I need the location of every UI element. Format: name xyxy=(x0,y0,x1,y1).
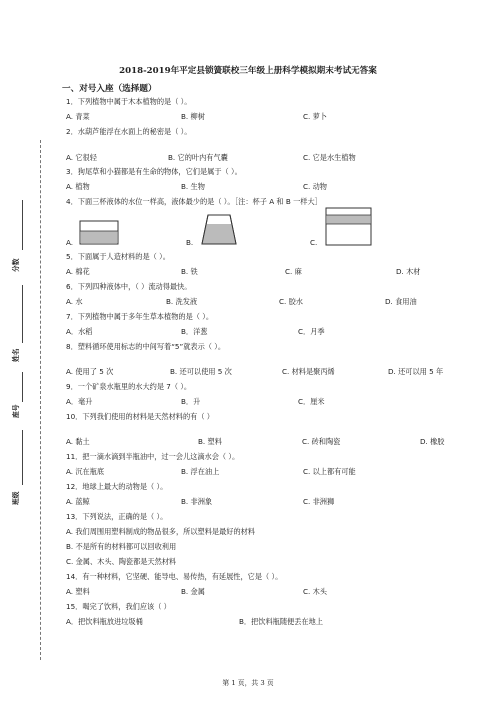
q14-option-b[interactable]: B. 金属 xyxy=(181,587,205,596)
question-13: 13．下列说法，正确的是（ ）。 xyxy=(66,512,168,521)
q12-option-b[interactable]: B. 非洲象 xyxy=(181,497,213,506)
q3-option-a[interactable]: A. 植物 xyxy=(66,182,90,191)
q10-option-c[interactable]: C. 砖和陶瓷 xyxy=(302,437,341,446)
q3-option-b[interactable]: B. 生物 xyxy=(181,182,205,191)
question-4: 4．下面三杯液体的水位一样高，液体最少的是（ ）。［注：杯子 A 和 B 一样大］ xyxy=(66,197,322,206)
q6-option-d[interactable]: D. 食用油 xyxy=(385,297,417,306)
question-14: 14．有一种材料，它坚硬、能导电、易传热，有延展性，它是（ ）。 xyxy=(66,572,283,581)
q6-option-b[interactable]: B. 洗发液 xyxy=(166,297,198,306)
q4-option-a[interactable]: A. xyxy=(66,238,74,247)
q5-option-a[interactable]: A. 棉花 xyxy=(66,267,90,276)
q13-option-c[interactable]: C. 金属、木头、陶瓷都是天然材料 xyxy=(66,557,177,566)
q2-option-c[interactable]: C. 它是水生植物 xyxy=(303,153,356,162)
question-9: 9．一个矿泉水瓶里的水大约是 7（ ）。 xyxy=(66,382,192,391)
q5-option-c[interactable]: C. 麻 xyxy=(285,267,302,276)
question-12: 12．地球上最大的动物是（ ）。 xyxy=(66,482,168,491)
q9-option-b[interactable]: B．升 xyxy=(181,397,201,406)
q2-option-a[interactable]: A. 它很轻 xyxy=(66,153,97,162)
label-seat: 座号 xyxy=(12,404,20,418)
beaker-c-image xyxy=(324,205,374,247)
q15-option-a[interactable]: A．把饮料瓶放进垃圾桶 xyxy=(66,617,143,626)
score-blank[interactable] xyxy=(22,200,23,250)
label-name: 姓名 xyxy=(12,348,20,362)
q4-option-c[interactable]: C. xyxy=(310,238,318,247)
question-3: 3．狗尾草和小猫都是有生命的物体，它们是属于（ ）。 xyxy=(66,167,242,176)
q11-option-a[interactable]: A. 沉在瓶底 xyxy=(66,467,105,476)
label-class: 班级 xyxy=(12,491,20,505)
q8-option-d[interactable]: D. 还可以用 5 年 xyxy=(388,367,444,376)
q8-option-b[interactable]: B. 还可以使用 5 次 xyxy=(170,367,232,376)
name-blank[interactable] xyxy=(22,285,23,343)
q13-option-a[interactable]: A. 我们周围用塑料制成的物品很多，所以塑料是最好的材料 xyxy=(66,527,256,536)
q3-option-c[interactable]: C. 动物 xyxy=(303,182,327,191)
q11-option-c[interactable]: C. 以上都有可能 xyxy=(303,467,356,476)
q13-option-b[interactable]: B. 不是所有的材料都可以回收利用 xyxy=(66,542,177,551)
q8-option-a[interactable]: A. 使用了 5 次 xyxy=(66,367,114,376)
q15-option-b[interactable]: B．把饮料瓶随便丢在地上 xyxy=(239,617,323,626)
question-7: 7．下列植物中属于多年生草本植物的是（ ）。 xyxy=(66,312,214,321)
beaker-a-image xyxy=(78,218,120,246)
q6-option-c[interactable]: C. 胶水 xyxy=(279,297,303,306)
q9-option-a[interactable]: A．毫升 xyxy=(66,397,93,406)
question-10: 10．下列我们使用的材料是天然材料的有（ ） xyxy=(66,412,214,421)
q8-option-c[interactable]: C. 材料是聚丙烯 xyxy=(282,367,335,376)
question-6: 6．下列四种液体中，（ ）流动得最快。 xyxy=(66,282,192,291)
section-heading: 一、对号入座（选择题） xyxy=(62,84,157,94)
q7-option-c[interactable]: C．月季 xyxy=(298,327,325,336)
q10-option-b[interactable]: B. 塑料 xyxy=(198,437,222,446)
q7-option-b[interactable]: B．洋葱 xyxy=(181,327,208,336)
q5-option-b[interactable]: B. 铁 xyxy=(181,267,198,276)
q2-option-b[interactable]: B. 它的叶内有气囊 xyxy=(168,153,228,162)
q1-option-a[interactable]: A. 青菜 xyxy=(66,112,90,121)
question-1: 1．下列植物中属于木本植物的是（ ）。 xyxy=(66,97,192,106)
question-2: 2．水葫芦能浮在水面上的秘密是（ ）。 xyxy=(66,127,192,136)
q14-option-a[interactable]: A. 塑料 xyxy=(66,587,90,596)
question-11: 11．把一滴水滴到半瓶油中，过一会儿这滴水会（ ）。 xyxy=(66,452,240,461)
question-8: 8．塑料循环使用标志的中间写着“5”就表示（ ）。 xyxy=(66,342,226,351)
q12-option-c[interactable]: C. 非洲狮 xyxy=(303,497,335,506)
q10-option-a[interactable]: A. 黏土 xyxy=(66,437,90,446)
q11-option-b[interactable]: B. 浮在油上 xyxy=(181,467,220,476)
q4-option-b[interactable]: B. xyxy=(186,238,194,247)
q7-option-a[interactable]: A．水稻 xyxy=(66,327,93,336)
seat-blank[interactable] xyxy=(22,372,23,402)
label-score: 分数 xyxy=(12,258,20,272)
q1-option-c[interactable]: C. 萝卜 xyxy=(303,112,327,121)
question-15: 15．喝完了饮料，我们应该（ ） xyxy=(66,602,171,611)
q5-option-d[interactable]: D. 木材 xyxy=(396,267,421,276)
binding-line xyxy=(40,140,41,660)
q1-option-b[interactable]: B. 柳树 xyxy=(181,112,205,121)
q9-option-c[interactable]: C．厘米 xyxy=(298,397,325,406)
q6-option-a[interactable]: A. 水 xyxy=(66,297,83,306)
question-5: 5．下面属于人造材料的是（ ）。 xyxy=(66,252,170,261)
q10-option-d[interactable]: D. 橡胶 xyxy=(420,437,445,446)
beaker-b-image xyxy=(200,212,238,246)
class-blank[interactable] xyxy=(22,430,23,485)
page-number: 第 1 页，共 3 页 xyxy=(222,679,274,687)
q14-option-c[interactable]: C. 木头 xyxy=(303,587,327,596)
q12-option-a[interactable]: A. 蓝鲸 xyxy=(66,497,90,506)
page-title: 2018-2019年平定县锁簧联校三年级上册科学模拟期末考试无答案 xyxy=(119,66,377,76)
